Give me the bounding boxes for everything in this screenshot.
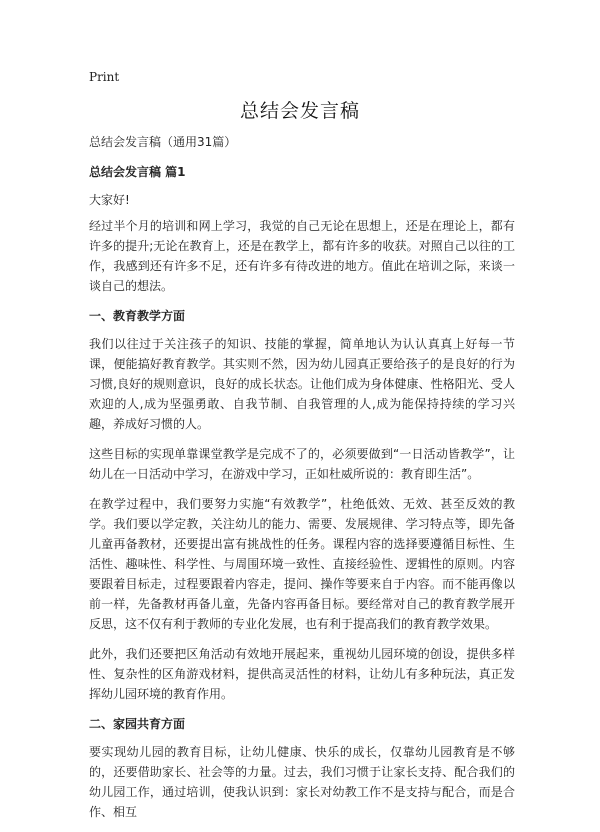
heading-home-school: 二、家园共育方面 [89, 717, 186, 731]
heading-teaching: 一、教育教学方面 [89, 309, 186, 323]
paragraph-5: 要实现幼儿园的教育目标，让幼儿健康、快乐的成长，仅靠幼儿园教育是不够的，还要借助家长、社会等的力量。过去，我们习惯于让家长支持、配合我们的幼儿园工作，通过培训，使我认识到：家长对幼教工作不是支持与配合，而是合作、相互 [89, 745, 515, 819]
page-title: 总结会发言稿 [239, 100, 360, 122]
print-link[interactable]: Print [89, 70, 120, 84]
section-title: 总结会发言稿 篇1 [89, 165, 186, 179]
document-body [89, 132, 515, 832]
paragraph-3: 在教学过程中，我们要努力实施“有效教学”，杜绝低效、无效、甚至反效的教学。我们要以学定教，关注幼儿的能力、需要、发展规律、学习特点等，即先备儿童再备教材，还要提出富有挑战性的任务。课程内容的选择要遵循目标性、生活性、趣味性、科学性、与周围环境一致性、直接经验性、逻辑性的原则。内容要跟着目标走，过程要跟着内容走，提问、操作等要来自于内容。而不能再像以前一样，先备教材再备儿童，先备内容再备目标。要经常对自己的教育教学展开反思，这不仅有利于教师的专业化发展，也有利于提高我们的教育教学效果。 [89, 497, 515, 631]
document-subtitle: 总结会发言稿（通用31篇） [89, 135, 237, 149]
greeting: 大家好! [89, 193, 130, 207]
intro-paragraph: 经过半个月的培训和网上学习，我觉的自己无论在思想上，还是在理论上，都有许多的提升;无论在教育上，还是在教学上，都有许多的收获。对照自己以往的工作，我感到还有许多不足，还有许多有待改进的地方。值此在培训之际，来谈一谈自己的想法。 [89, 219, 515, 293]
paragraph-1: 我们以往过于关注孩子的知识、技能的掌握，简单地认为认认真真上好每一节课，便能搞好教育教学。其实则不然，因为幼儿园真正要给孩子的是良好的行为习惯,良好的规则意识，良好的成长状态。让他们成为身体健康、性格阳光、受人欢迎的人,成为坚强勇敢、自我节制、自我管理的人,成为能保持持续的学习兴趣，养成好习惯的人。 [89, 337, 515, 431]
paragraph-2: 这些目标的实现单靠课堂教学是完成不了的，必须要做到“一日活动皆教学”，让幼儿在一日活动中学习，在游戏中学习，正如杜威所说的：教育即生活”。 [89, 447, 515, 481]
paragraph-4: 此外，我们还要把区角活动有效地开展起来，重视幼儿园环境的创设，提供多样性、复杂性的区角游戏材料，提供高灵活性的材料，让幼儿有多种玩法，真正发挥幼儿园环境的教育作用。 [89, 647, 515, 701]
